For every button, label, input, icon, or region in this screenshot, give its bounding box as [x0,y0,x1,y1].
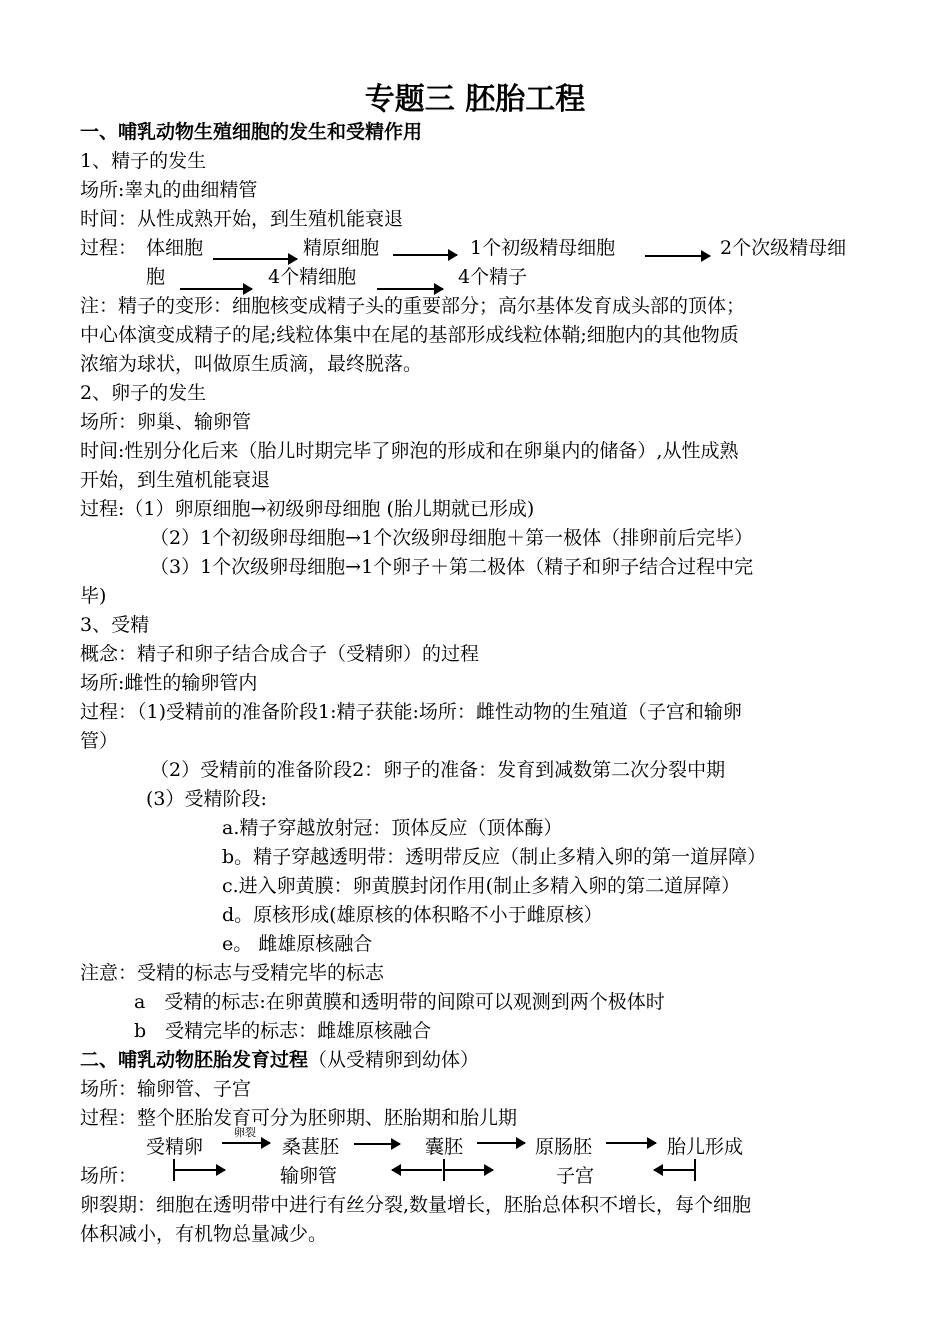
fert-process: (3）受精阶段: [146,788,267,810]
sperm-process-label: 过程： [80,237,138,259]
sperm-place: 场所:睾丸的曲细精管 [80,179,258,201]
flow-arrow [213,258,297,260]
fert-process: 过程：（1)受精前的准备阶段1:精子获能:场所：雌性动物的生殖道（子宫和输卵 [80,701,742,723]
location-label: 场所： [80,1165,138,1187]
flow-arrow [606,1142,656,1144]
egg-process: （3）1个次级卵母细胞→1个卵子＋第二极体（精子和卵子结合过程中完 [150,556,754,578]
section1-heading: 一、哺乳动物生殖细胞的发生和受精作用 [80,121,423,143]
location-oviduct: 输卵管 [280,1165,338,1187]
sperm-heading: 1、精子的发生 [80,150,207,172]
flow-step: 胞 [146,266,166,288]
embryo-stage: 胎儿形成 [667,1136,744,1158]
section2-heading [80,1046,479,1075]
sperm-note: 浓缩为球状，叫做原生质滴，最终脱落。 [80,353,423,375]
egg-process: 毕) [80,585,107,607]
flow-step: 4个精细胞 [268,266,357,288]
sperm-note: 注：精子的变形：细胞核变成精子头的重要部分；高尔基体发育成头部的顶体； [80,295,746,317]
cleavage-desc: 体积减小，有机物总量减少。 [80,1223,328,1245]
embryo-process: 过程：整个胚胎发育可分为胚卵期、胚胎期和胎儿期 [80,1107,518,1129]
flow-step: 4个精子 [458,266,528,288]
embryo-stage: 囊胚 [425,1136,464,1158]
range-arrow [445,1169,493,1171]
flow-arrow [377,288,443,290]
egg-time: 时间:性别分化后来（胎儿时期完毕了卵泡的形成和在卵巢内的储备）,从性成熟 [80,440,739,462]
fert-stage: e。 雌雄原核融合 [222,933,373,955]
sperm-time: 时间：从性成熟开始，到生殖机能衰退 [80,208,404,230]
flow-step: 体细胞 [146,237,204,259]
fert-process: （2）受精前的准备阶段2：卵子的准备：发育到减数第二次分裂中期 [150,759,726,781]
flow-arrow [354,1143,400,1145]
fert-place: 场所:雌性的输卵管内 [80,672,258,694]
egg-place: 场所：卵巢、输卵管 [80,411,252,433]
flow-arrow [393,254,457,256]
fert-mark: a 受精的标志:在卵黄膜和透明带的间隙可以观测到两个极体时 [134,991,665,1013]
cleavage-desc: 卵裂期：细胞在透明带中进行有丝分裂,数量增长，胚胎总体积不增长，每个细胞 [80,1194,752,1216]
section2-heading-bold: 二、哺乳动物胚胎发育过程 [80,1049,309,1071]
flow-step: 2个次级精母细 [720,237,847,259]
fert-stage: d。原核形成(雄原核的体积略不小于雌原核） [222,904,603,926]
flow-step: 1个初级精母细胞 [470,237,616,259]
egg-heading: 2、卵子的发生 [80,382,207,404]
sperm-note: 中心体演变成精子的尾;线粒体集中在尾的基部形成线粒体鞘;细胞内的其他物质 [80,324,739,346]
fert-stage: c.进入卵黄膜：卵黄膜封闭作用(制止多精入卵的第二道屏障） [222,875,741,897]
cleavage-label: 卵裂 [234,1126,256,1139]
flow-arrow [222,1142,270,1144]
embryo-stage: 原肠胚 [535,1136,593,1158]
fert-process: 管） [80,730,119,752]
range-tick [694,1159,696,1181]
fert-stage: a.精子穿越放射冠：顶体反应（顶体酶） [222,817,563,839]
embryo-stage: 受精卵 [146,1136,204,1158]
location-uterus: 子宫 [556,1165,595,1187]
fert-mark: b 受精完毕的标志：雌雄原核融合 [134,1020,432,1042]
embryo-stage: 桑葚胚 [282,1136,340,1158]
fert-stage: b。精子穿越透明带：透明带反应（制止多精入卵的第一道屏障） [222,846,767,868]
fert-note: 注意：受精的标志与受精完毕的标志 [80,962,385,984]
flow-arrow [180,288,252,290]
fert-concept: 概念：精子和卵子结合成合子（受精卵）的过程 [80,643,480,665]
range-arrow [654,1169,694,1171]
flow-arrow [645,255,710,257]
fert-heading: 3、受精 [80,614,150,636]
flow-step: 精原细胞 [303,237,380,259]
flow-arrow [477,1142,525,1144]
section2-heading-normal: （从受精卵到幼体） [308,1049,480,1071]
egg-process: 过程:（1）卵原细胞→初级卵母细胞 (胎儿期就已形成) [80,498,535,520]
page-title: 专题三 胚胎工程 [364,82,586,117]
embryo-place: 场所：输卵管、子宫 [80,1078,252,1100]
egg-time: 开始，到生殖机能衰退 [80,469,271,491]
egg-process: （2）1个初级卵母细胞→1个次级卵母细胞＋第一极体（排卵前后完毕） [150,527,754,549]
range-arrow [392,1169,442,1171]
range-arrow [175,1169,225,1171]
